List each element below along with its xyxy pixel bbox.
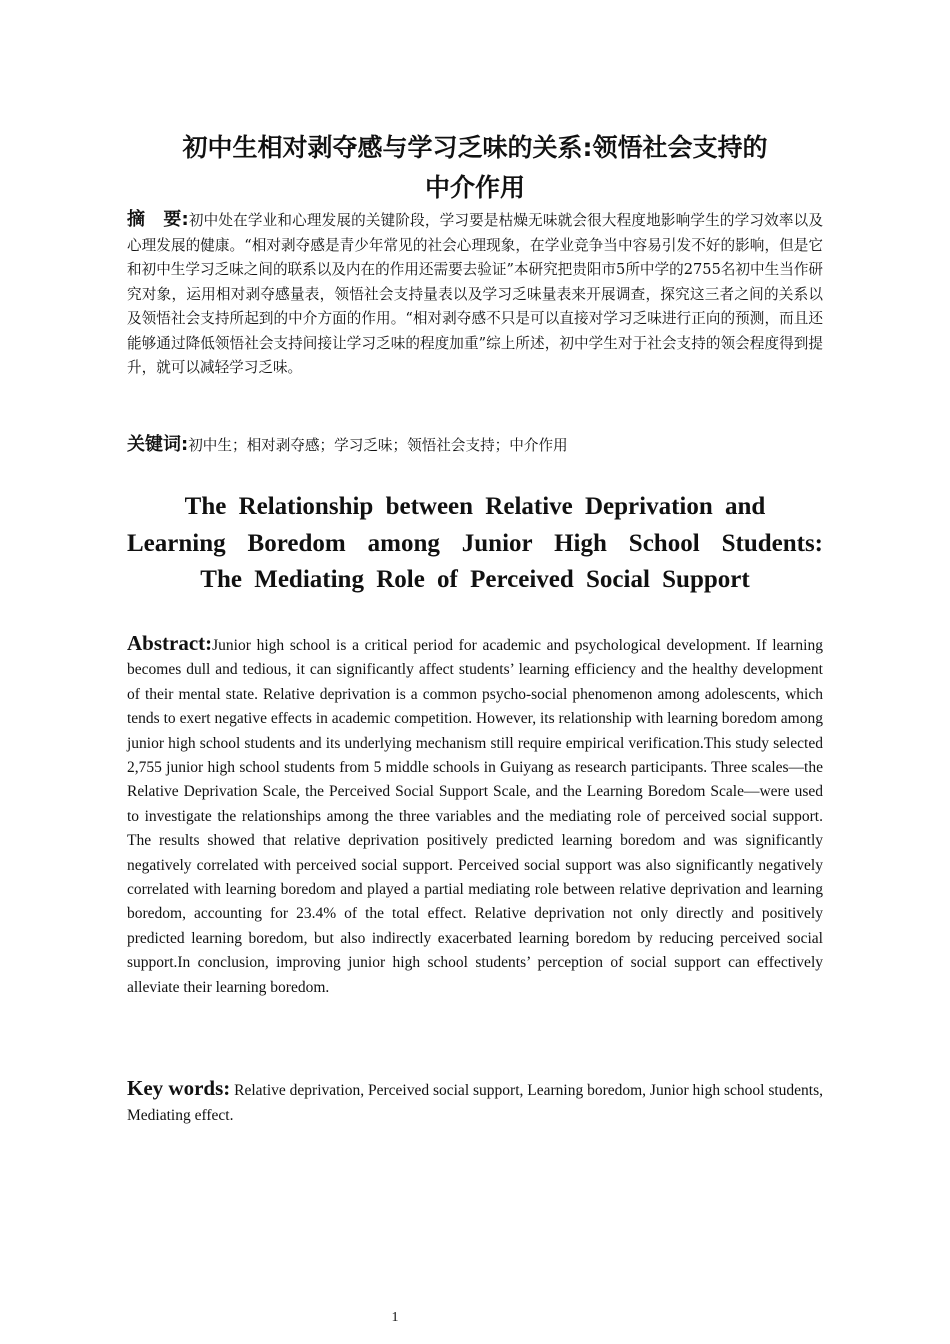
chinese-abstract	[127, 208, 823, 381]
english-title-line-1: The Relationship between Relative Deprivation and	[184, 493, 766, 520]
english-abstract	[127, 631, 823, 1000]
chinese-keywords-text: 初中生；相对剥夺感；学习乏味；领悟社会支持；中介作用	[188, 437, 568, 454]
chinese-title-line-2: 中介作用	[424, 173, 525, 202]
chinese-abstract-label: 摘 要:	[127, 209, 189, 230]
chinese-keywords	[127, 432, 823, 459]
chinese-title-line-1: 初中生相对剥夺感与学习乏味的关系:领悟社会支持的	[182, 133, 768, 162]
chinese-title	[127, 128, 823, 208]
english-keywords	[127, 1076, 823, 1128]
chinese-keywords-label: 关键词:	[127, 434, 189, 455]
english-title-line-3: The Mediating Role of Perceived Social Support	[200, 566, 750, 593]
page-number: 1	[391, 1310, 399, 1325]
english-title-line-2: Learning Boredom among Junior High School Students:	[127, 529, 823, 557]
english-abstract-text: Junior high school is a critical period for academic and psychological development. If learning becomes dull and tedious, it can significantly affect students’ learning efficiency and the healthy development of their mental state. Relative deprivation is a common psycho-social phenomenon among adolescents, which tends to exert negative effects in academic competition. However, its relationship with learning boredom among junior high school students and its underlying mechanism still require empirical verification.This study selected 2,755 junior high school students from 5 middle schools in Guiyang as research participants. Three scales—the Relative Deprivation Scale, the Perceived Social Support Scale, and the Learning Boredom Scale—were used to investigate the relationships among the three variables and the mediating role of perceived social support. The results showed that relative deprivation positively predicted learning boredom and was significantly negatively correlated with perceived social support. Perceived social support was also significantly negatively correlated with learning boredom and played a partial mediating role between relative deprivation and learning boredom, accounting for 23.4% of the total effect. Relative deprivation not only directly and positively predicted learning boredom, but also indirectly exacerbated learning boredom by reducing perceived social support.In conclusion, improving junior high school students’ perception of social support can effectively alleviate their learning boredom.	[127, 637, 823, 996]
english-keywords-text: Relative deprivation, Perceived social support, Learning boredom, Junior high school students, Mediating effect.	[127, 1082, 823, 1124]
chinese-abstract-text: 初中处在学业和心理发展的关键阶段，学习要是枯燥无味就会很大程度地影响学生的学习效率以及心理发展的健康。“相对剥夺感是青少年常见的社会心理现象，在学业竞争当中容易引发不好的影响，但是它和初中生学习乏味之间的联系以及内在的作用还需要去验证”本研究把贵阳市5所中学的2755名初中生当作研究对象，运用相对剥夺感量表，领悟社会支持量表以及学习乏味量表来开展调查，探究这三者之间的关系以及领悟社会支持所起到的中介方面的作用。“相对剥夺感不只是可以直接对学习乏味进行正向的预测，而且还能够通过降低领悟社会支持间接让学习乏味的程度加重”综上所述，初中学生对于社会支持的领会程度得到提升，就可以减轻学习乏味。	[127, 212, 824, 376]
english-title	[127, 489, 823, 599]
english-abstract-label: Abstract:	[127, 631, 213, 655]
english-keywords-label: Key words:	[127, 1076, 231, 1100]
